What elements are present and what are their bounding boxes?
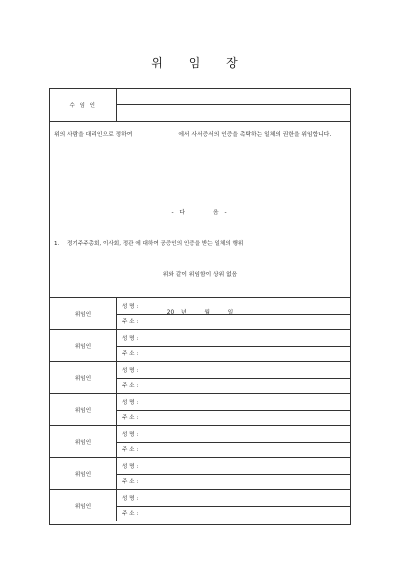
delegate-name-field[interactable]: 성 명 : — [117, 298, 350, 315]
date-year: 20 — [166, 310, 175, 316]
delegate-address-field[interactable]: 주 소 : — [122, 511, 139, 518]
delegate-name-field[interactable]: 성 명 : — [117, 330, 350, 347]
date-month-unit: 월 — [204, 310, 210, 316]
delegate-address-field[interactable]: 주 소 : — [122, 479, 139, 486]
recipient-divider — [117, 104, 350, 105]
delegate-row — [50, 329, 350, 361]
delegate-address-field[interactable]: 주 소 : — [122, 319, 139, 326]
delegation-form — [49, 88, 351, 525]
list-item — [54, 239, 346, 247]
date-day-unit: 일 — [227, 310, 234, 316]
delegate-label: 위임인 — [50, 458, 117, 489]
delegate-address-field[interactable]: 주 소 : — [122, 383, 139, 390]
delegate-label: 위임인 — [50, 490, 117, 521]
delegate-name-field[interactable]: 성 명 : — [117, 458, 350, 475]
recipient-row — [50, 89, 350, 122]
delegate-name-field[interactable]: 성 명 : — [117, 362, 350, 379]
delegate-name-field[interactable]: 성 명 : — [117, 490, 350, 507]
delegate-name-field[interactable]: 성 명 : — [117, 426, 350, 443]
delegate-row — [50, 425, 350, 457]
delegate-label: 위임인 — [50, 298, 117, 329]
delegate-label: 위임인 — [50, 330, 117, 361]
recipient-label: 수 임 인 — [50, 89, 117, 121]
paragraph-before: 위의 사람을 대리인으로 정하여 — [54, 132, 133, 138]
item-text: 정기주주총회, 이사회, 정관 에 대하여 공증인의 인증을 받는 일체의 행위 — [67, 241, 244, 247]
date-year-unit: 년 — [181, 310, 187, 316]
item-number: 1. — [54, 241, 60, 247]
paragraph-after: 에서 사서증서의 인증을 촉탁하는 일체의 권한을 위임합니다. — [178, 132, 332, 138]
delegate-name-field[interactable]: 성 명 : — [117, 394, 350, 411]
delegate-row — [50, 361, 350, 393]
delegate-address-field[interactable]: 주 소 : — [122, 447, 139, 454]
recipient-field[interactable] — [117, 89, 350, 121]
heading-part-1: - 다 — [171, 210, 187, 216]
delegate-address-field[interactable]: 주 소 : — [122, 351, 139, 358]
delegate-label: 위임인 — [50, 394, 117, 425]
delegate-row — [50, 297, 350, 329]
delegation-paragraph — [54, 131, 346, 140]
document-title: 위 임 장 — [151, 56, 249, 70]
closing-statement: 위와 같이 위임함이 상위 없음 — [162, 272, 238, 278]
delegate-row — [50, 393, 350, 425]
delegate-label: 위임인 — [50, 362, 117, 393]
delegate-address-field[interactable]: 주 소 : — [122, 415, 139, 422]
delegate-row — [50, 489, 350, 521]
delegate-label: 위임인 — [50, 426, 117, 457]
delegate-row — [50, 457, 350, 489]
heading-part-2: 음 - — [213, 210, 229, 216]
section-heading — [50, 207, 350, 216]
